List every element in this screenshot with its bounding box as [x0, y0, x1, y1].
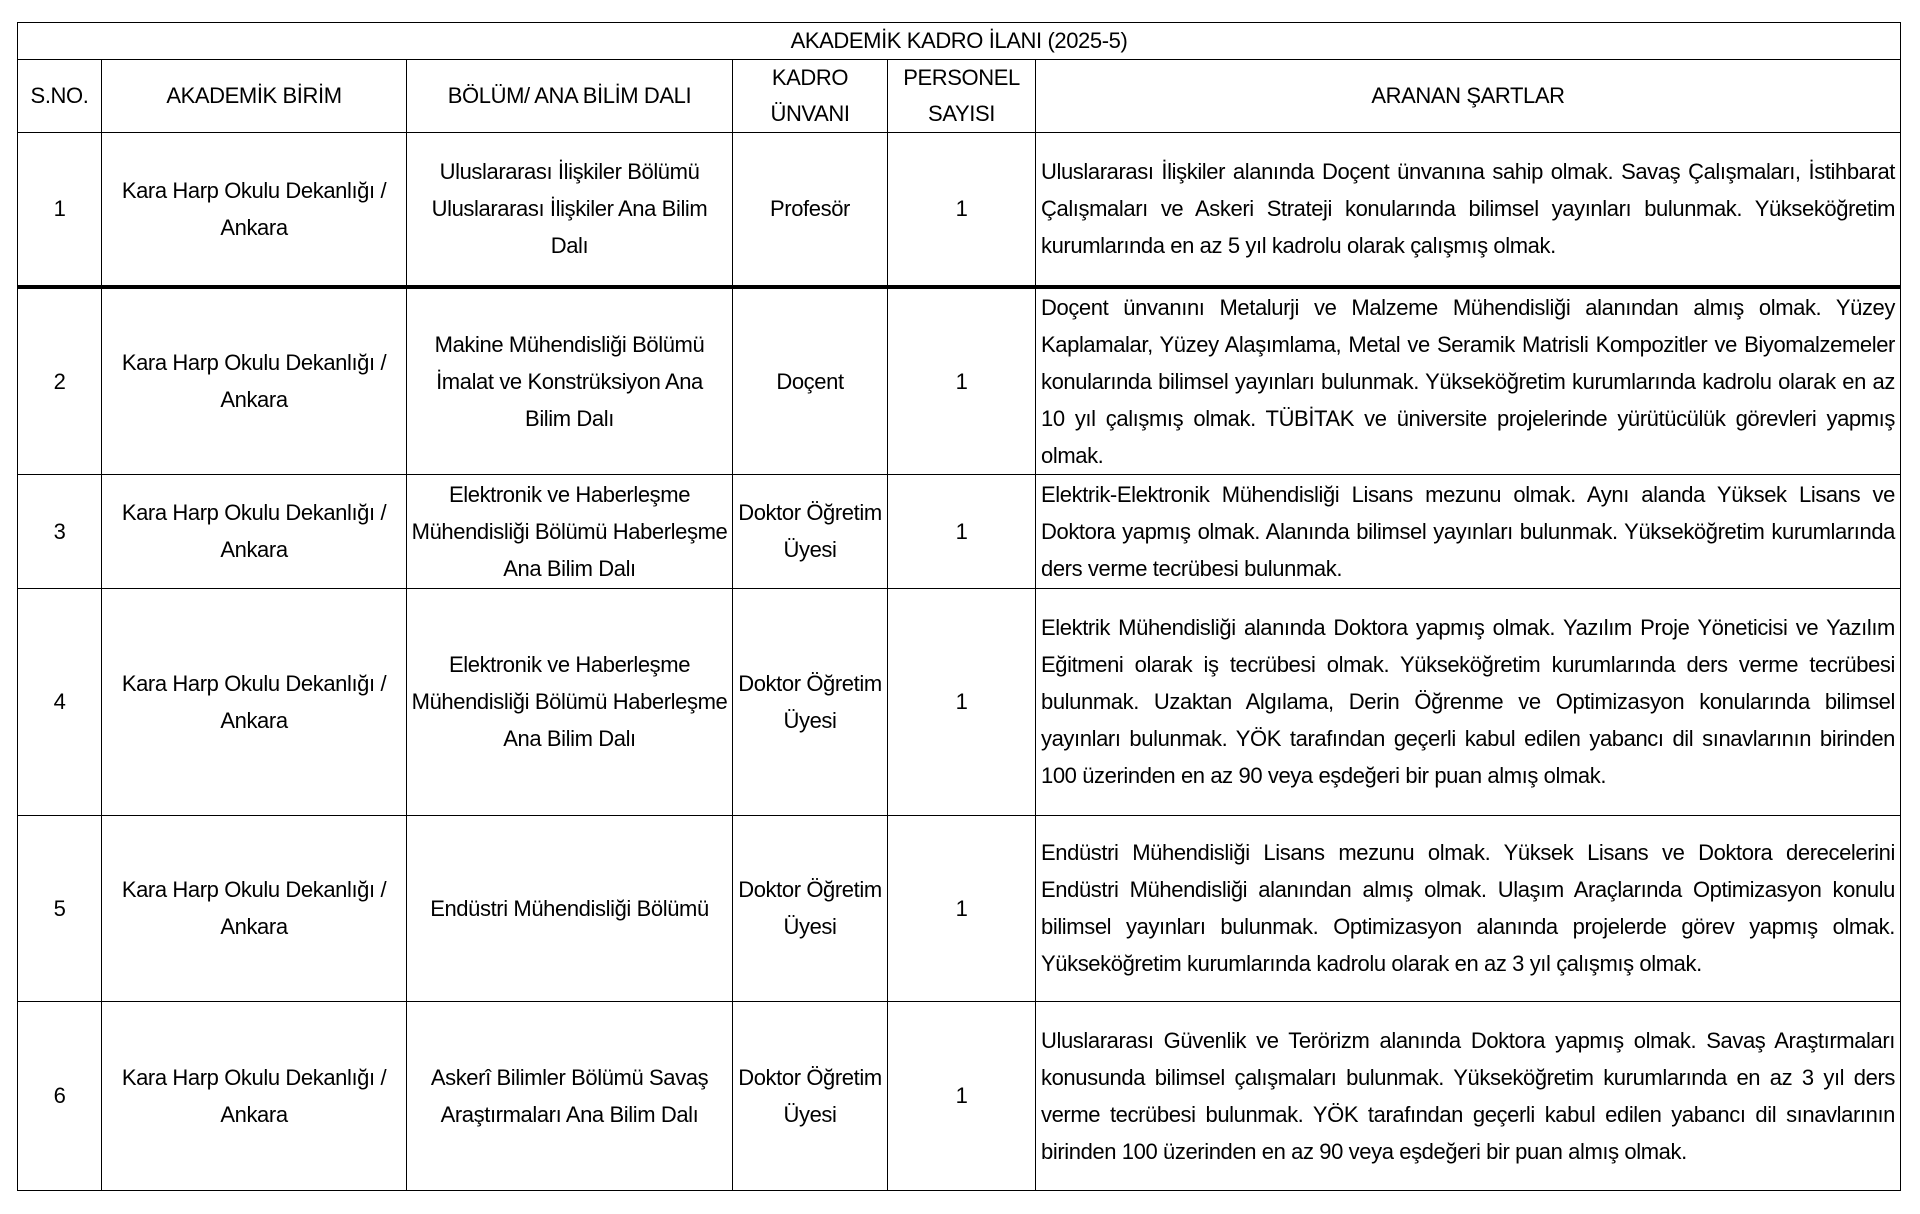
cell-requirements: Uluslararası İlişkiler alanında Doçent ünvanına sahip olmak. Savaş Çalışmaları, İstihbarat Çalışmaları ve Askeri Strateji konularında bilimsel yayınları bulunmak. Yükseköğretim kurumlarında en az 5 yıl kadrolu olarak çalışmış olmak.	[1036, 133, 1901, 287]
cell-rank: Doktor Öğretim Üyesi	[733, 815, 888, 1001]
cell-rank: Doçent	[733, 287, 888, 475]
table-row	[18, 133, 1901, 287]
cell-sno: 6	[18, 1001, 102, 1190]
cell-dept: Askerî Bilimler Bölümü Savaş Araştırmaları Ana Bilim Dalı	[407, 1001, 733, 1190]
cell-dept: Makine Mühendisliği Bölümü İmalat ve Konstrüksiyon Ana Bilim Dalı	[407, 287, 733, 475]
table-row	[18, 815, 1901, 1001]
cell-dept: Endüstri Mühendisliği Bölümü	[407, 815, 733, 1001]
cell-unit: Kara Harp Okulu Dekanlığı / Ankara	[102, 133, 407, 287]
cell-dept: Elektronik ve Haberleşme Mühendisliği Bölümü Haberleşme Ana Bilim Dalı	[407, 588, 733, 815]
header-unit: AKADEMİK BİRİM	[102, 60, 407, 133]
cell-sno: 2	[18, 287, 102, 475]
cell-unit: Kara Harp Okulu Dekanlığı / Ankara	[102, 815, 407, 1001]
header-sno: S.NO.	[18, 60, 102, 133]
cell-count: 1	[888, 588, 1036, 815]
cell-rank: Doktor Öğretim Üyesi	[733, 1001, 888, 1190]
cell-sno: 4	[18, 588, 102, 815]
cell-requirements: Uluslararası Güvenlik ve Terörizm alanında Doktora yapmış olmak. Savaş Araştırmaları konusunda bilimsel çalışmaları bulunmak. Yükseköğretim kurumlarında en az 3 yıl ders verme tecrübesi bulunmak. YÖK tarafından geçerli kabul edilen yabancı dil sınavlarının birinden 100 üzerinden en az 90 veya eşdeğeri bir puan almış olmak.	[1036, 1001, 1901, 1190]
cell-count: 1	[888, 133, 1036, 287]
table-row	[18, 287, 1901, 475]
cell-count: 1	[888, 1001, 1036, 1190]
cell-requirements: Endüstri Mühendisliği Lisans mezunu olmak. Yüksek Lisans ve Doktora derecelerini Endüstri Mühendisliği alanından almış olmak. Ulaşım Araçlarında Optimizasyon konulu bilimsel yayınları bulunmak. Optimizasyon alanında projelerde görev yapmış olmak. Yükseköğretim kurumlarında kadrolu olarak en az 3 yıl çalışmış olmak.	[1036, 815, 1901, 1001]
header-requirements: ARANAN ŞARTLAR	[1036, 60, 1901, 133]
cell-unit: Kara Harp Okulu Dekanlığı / Ankara	[102, 474, 407, 588]
table-row	[18, 588, 1901, 815]
cell-unit: Kara Harp Okulu Dekanlığı / Ankara	[102, 588, 407, 815]
cell-rank: Profesör	[733, 133, 888, 287]
header-count: PERSONEL SAYISI	[888, 60, 1036, 133]
cell-sno: 3	[18, 474, 102, 588]
cell-requirements: Elektrik-Elektronik Mühendisliği Lisans mezunu olmak. Aynı alanda Yüksek Lisans ve Doktora yapmış olmak. Alanında bilimsel yayınları bulunmak. Yükseköğretim kurumlarında ders verme tecrübesi bulunmak.	[1036, 474, 1901, 588]
cell-unit: Kara Harp Okulu Dekanlığı / Ankara	[102, 287, 407, 475]
header-row	[18, 60, 1901, 133]
cell-rank: Doktor Öğretim Üyesi	[733, 588, 888, 815]
table-row	[18, 474, 1901, 588]
cell-count: 1	[888, 815, 1036, 1001]
cell-sno: 5	[18, 815, 102, 1001]
cell-count: 1	[888, 474, 1036, 588]
cell-rank: Doktor Öğretim Üyesi	[733, 474, 888, 588]
cell-requirements: Elektrik Mühendisliği alanında Doktora yapmış olmak. Yazılım Proje Yöneticisi ve Yazılım Eğitmeni olarak iş tecrübesi olmak. Yükseköğretim kurumlarında ders verme tecrübesi bulunmak. Uzaktan Algılama, Derin Öğrenme ve Optimizasyon konularında bilimsel yayınları bulunmak. YÖK tarafından geçerli kabul edilen yabancı dil sınavlarının birinden 100 üzerinden en az 90 veya eşdeğeri bir puan almış olmak.	[1036, 588, 1901, 815]
table-row	[18, 1001, 1901, 1190]
cell-dept: Uluslararası İlişkiler Bölümü Uluslararası İlişkiler Ana Bilim Dalı	[407, 133, 733, 287]
header-dept: BÖLÜM/ ANA BİLİM DALI	[407, 60, 733, 133]
cell-dept: Elektronik ve Haberleşme Mühendisliği Bölümü Haberleşme Ana Bilim Dalı	[407, 474, 733, 588]
cell-sno: 1	[18, 133, 102, 287]
cell-unit: Kara Harp Okulu Dekanlığı / Ankara	[102, 1001, 407, 1190]
academic-staff-table	[17, 22, 1901, 1191]
header-rank: KADRO ÜNVANI	[733, 60, 888, 133]
cell-count: 1	[888, 287, 1036, 475]
table-title: AKADEMİK KADRO İLANI (2025-5)	[18, 23, 1901, 60]
cell-requirements: Doçent ünvanını Metalurji ve Malzeme Mühendisliği alanından almış olmak. Yüzey Kaplamalar, Yüzey Alaşımlama, Metal ve Seramik Matrisli Kompozitler ve Biyomalzemeler konularında bilimsel yayınları bulunmak. Yükseköğretim kurumlarında kadrolu olarak en az 10 yıl çalışmış olmak. TÜBİTAK ve üniversite projelerinde yürütücülük görevleri yapmış olmak.	[1036, 287, 1901, 475]
